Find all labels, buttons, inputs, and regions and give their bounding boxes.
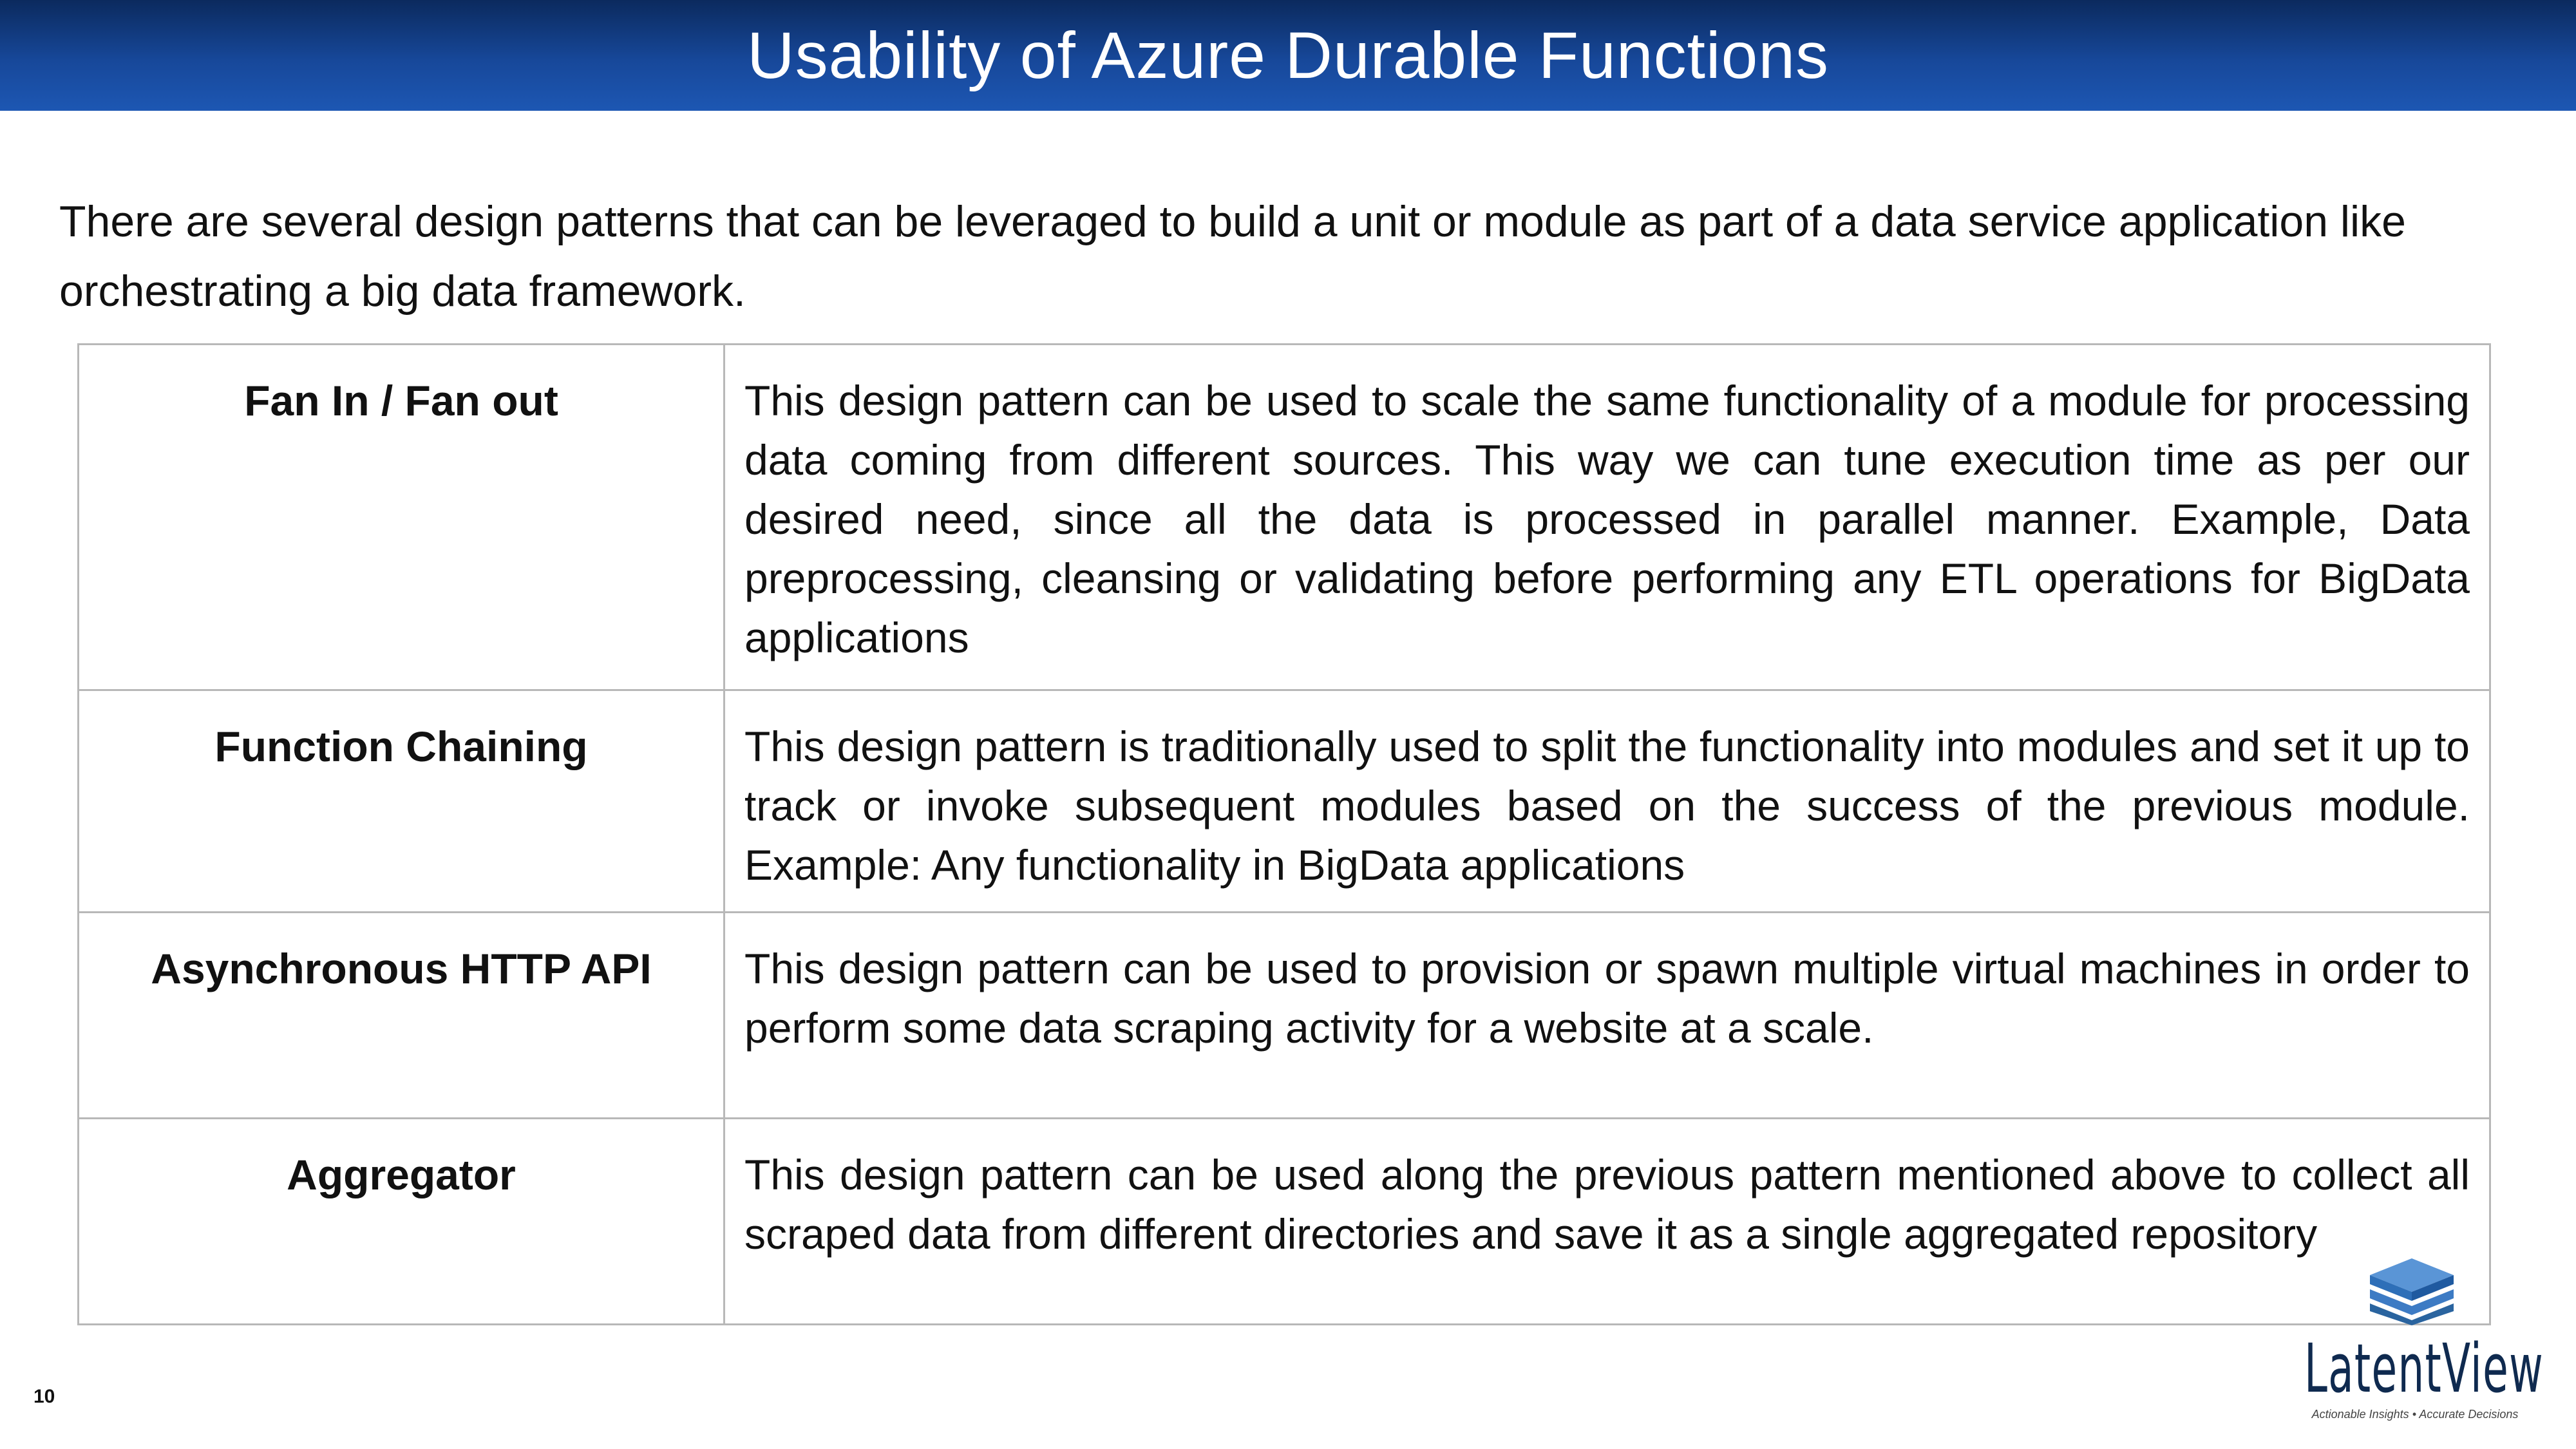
- table-row: [79, 913, 2490, 1119]
- pattern-description: This design pattern can be used along the previous pattern mentioned above to collect all scraped data from different directories and save it as a single aggregated repository: [724, 1119, 2490, 1325]
- logo-wordmark: LatentView: [2304, 1329, 2544, 1408]
- pattern-name: Aggregator: [79, 1119, 724, 1325]
- pattern-name: Asynchronous HTTP API: [79, 913, 724, 1119]
- slide-title: Usability of Azure Durable Functions: [746, 18, 1830, 92]
- intro-paragraph: There are several design patterns that can be leveraged to build a unit or module as part of a data service application like orchestrating a big data framework.: [59, 197, 2406, 316]
- pattern-description: This design pattern can be used to scale the same functionality of a module for processing data coming from different sources. This way we can tune execution time as per our desired need, since all the data is processed in parallel manner. Example, Data preprocessing, cleansing or validating before performing any ETL operations for BigData applications: [724, 345, 2490, 690]
- table-row: [79, 345, 2490, 690]
- logo-tagline: Actionable Insights • Accurate Decisions: [2311, 1408, 2519, 1421]
- stacked-layers-icon: [2363, 1256, 2460, 1327]
- title-bar: [0, 0, 2576, 111]
- pattern-name: Function Chaining: [79, 690, 724, 913]
- design-patterns-table: [77, 343, 2491, 1325]
- pattern-description: This design pattern can be used to provision or spawn multiple virtual machines in order to perform some data scraping activity for a website at a scale.: [724, 913, 2490, 1119]
- page-number: 10: [33, 1386, 55, 1407]
- company-logo: [2293, 1256, 2544, 1430]
- pattern-name: Fan In / Fan out: [79, 345, 724, 690]
- table-row: [79, 690, 2490, 913]
- table-row: [79, 1119, 2490, 1325]
- pattern-description: This design pattern is traditionally used to split the functionality into modules and set it up to track or invoke subsequent modules based on the success of the previous module. Example: Any functionality in BigData applications: [724, 690, 2490, 913]
